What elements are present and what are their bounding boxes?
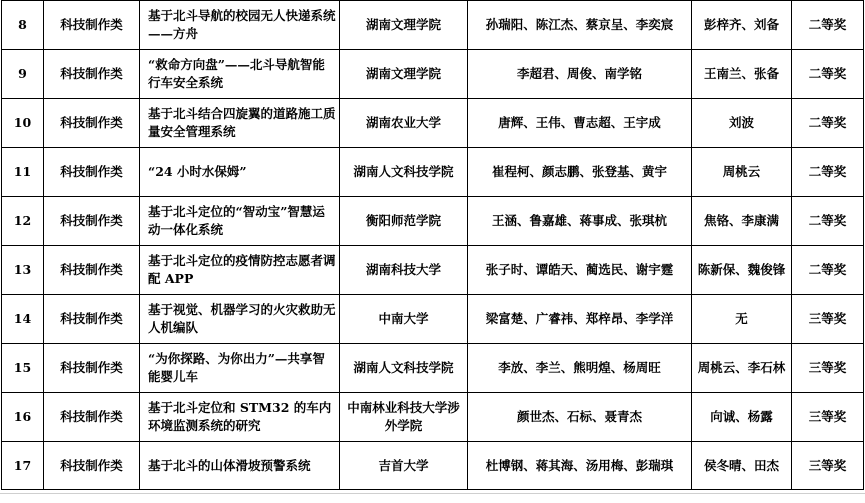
cell-project-title: “24 小时水保姆” xyxy=(140,148,340,197)
cell-category: 科技制作类 xyxy=(44,295,140,344)
cell-award: 二等奖 xyxy=(792,50,864,99)
cell-authors: 李放、李兰、熊明煌、杨周旺 xyxy=(468,344,692,393)
cell-authors: 唐辉、王伟、曹志超、王宇成 xyxy=(468,99,692,148)
cell-school: 湖南科技大学 xyxy=(340,246,468,295)
cell-award: 三等奖 xyxy=(792,442,864,490)
table-body xyxy=(2,1,864,490)
cell-project-title: 基于北斗结合四旋翼的道路施工质量安全管理系统 xyxy=(140,99,340,148)
cell-award: 二等奖 xyxy=(792,246,864,295)
cell-school: 衡阳师范学院 xyxy=(340,197,468,246)
cell-authors: 颜世杰、石标、聂青杰 xyxy=(468,393,692,442)
cell-category: 科技制作类 xyxy=(44,1,140,50)
table-row xyxy=(2,99,864,148)
cell-school: 中南林业科技大学涉外学院 xyxy=(340,393,468,442)
cell-school: 湖南文理学院 xyxy=(340,50,468,99)
cell-school: 湖南人文科技学院 xyxy=(340,344,468,393)
cell-award: 三等奖 xyxy=(792,393,864,442)
cell-school: 吉首大学 xyxy=(340,442,468,490)
cell-advisors: 侯冬晴、田杰 xyxy=(692,442,792,490)
cell-category: 科技制作类 xyxy=(44,393,140,442)
cell-advisors: 向诚、杨露 xyxy=(692,393,792,442)
cell-authors: 杜博钢、蒋其海、汤用梅、彭瑞琪 xyxy=(468,442,692,490)
cell-number: 9 xyxy=(2,50,44,99)
cell-award: 二等奖 xyxy=(792,99,864,148)
cell-project-title: 基于视觉、机器学习的火灾救助无人机编队 xyxy=(140,295,340,344)
cell-award: 三等奖 xyxy=(792,344,864,393)
cell-project-title: “为你探路、为你出力”—共享智能婴儿车 xyxy=(140,344,340,393)
cell-project-title: 基于北斗定位的疫情防控志愿者调配 APP xyxy=(140,246,340,295)
table-row xyxy=(2,50,864,99)
cell-advisors: 周桃云、李石林 xyxy=(692,344,792,393)
cell-school: 湖南农业大学 xyxy=(340,99,468,148)
cell-number: 14 xyxy=(2,295,44,344)
cell-number: 8 xyxy=(2,1,44,50)
cell-advisors: 彭梓齐、刘备 xyxy=(692,1,792,50)
cell-category: 科技制作类 xyxy=(44,148,140,197)
cell-project-title: “救命方向盘”——北斗导航智能行车安全系统 xyxy=(140,50,340,99)
cell-category: 科技制作类 xyxy=(44,99,140,148)
table-row xyxy=(2,344,864,393)
cell-advisors: 周桃云 xyxy=(692,148,792,197)
cell-authors: 崔程柯、颜志鹏、张登基、黄宇 xyxy=(468,148,692,197)
cell-advisors: 陈新保、魏俊锋 xyxy=(692,246,792,295)
cell-category: 科技制作类 xyxy=(44,246,140,295)
cell-project-title: 基于北斗的山体滑坡预警系统 xyxy=(140,442,340,490)
cell-authors: 梁富楚、广睿祎、郑梓昂、李学洋 xyxy=(468,295,692,344)
cell-advisors: 刘波 xyxy=(692,99,792,148)
cell-award: 二等奖 xyxy=(792,148,864,197)
cell-project-title: 基于北斗定位的“智动宝”智慧运动一体化系统 xyxy=(140,197,340,246)
page-bottom-rule xyxy=(0,493,865,494)
cell-authors: 李超君、周俊、南学铭 xyxy=(468,50,692,99)
cell-advisors: 焦铬、李康满 xyxy=(692,197,792,246)
table-row xyxy=(2,197,864,246)
cell-advisors: 王南兰、张备 xyxy=(692,50,792,99)
cell-number: 10 xyxy=(2,99,44,148)
cell-category: 科技制作类 xyxy=(44,344,140,393)
cell-authors: 张子时、谭皓天、蔺选民、谢宇霆 xyxy=(468,246,692,295)
cell-number: 13 xyxy=(2,246,44,295)
cell-project-title: 基于北斗导航的校园无人快递系统——方舟 xyxy=(140,1,340,50)
cell-authors: 孙瑞阳、陈江杰、蔡京呈、李奕宸 xyxy=(468,1,692,50)
cell-award: 三等奖 xyxy=(792,295,864,344)
cell-number: 16 xyxy=(2,393,44,442)
cell-award: 二等奖 xyxy=(792,1,864,50)
cell-school: 湖南文理学院 xyxy=(340,1,468,50)
table-row xyxy=(2,442,864,490)
cell-category: 科技制作类 xyxy=(44,442,140,490)
cell-award: 二等奖 xyxy=(792,197,864,246)
cell-number: 15 xyxy=(2,344,44,393)
cell-project-title: 基于北斗定位和 STM32 的车内环境监测系统的研究 xyxy=(140,393,340,442)
cell-advisors: 无 xyxy=(692,295,792,344)
table-row xyxy=(2,295,864,344)
table-row xyxy=(2,393,864,442)
cell-category: 科技制作类 xyxy=(44,50,140,99)
cell-school: 中南大学 xyxy=(340,295,468,344)
awards-table xyxy=(1,0,864,490)
table-row xyxy=(2,246,864,295)
cell-number: 12 xyxy=(2,197,44,246)
cell-authors: 王涵、鲁嘉雄、蒋事成、张琪杭 xyxy=(468,197,692,246)
cell-number: 17 xyxy=(2,442,44,490)
cell-category: 科技制作类 xyxy=(44,197,140,246)
table-row xyxy=(2,148,864,197)
cell-number: 11 xyxy=(2,148,44,197)
cell-school: 湖南人文科技学院 xyxy=(340,148,468,197)
table-row xyxy=(2,1,864,50)
